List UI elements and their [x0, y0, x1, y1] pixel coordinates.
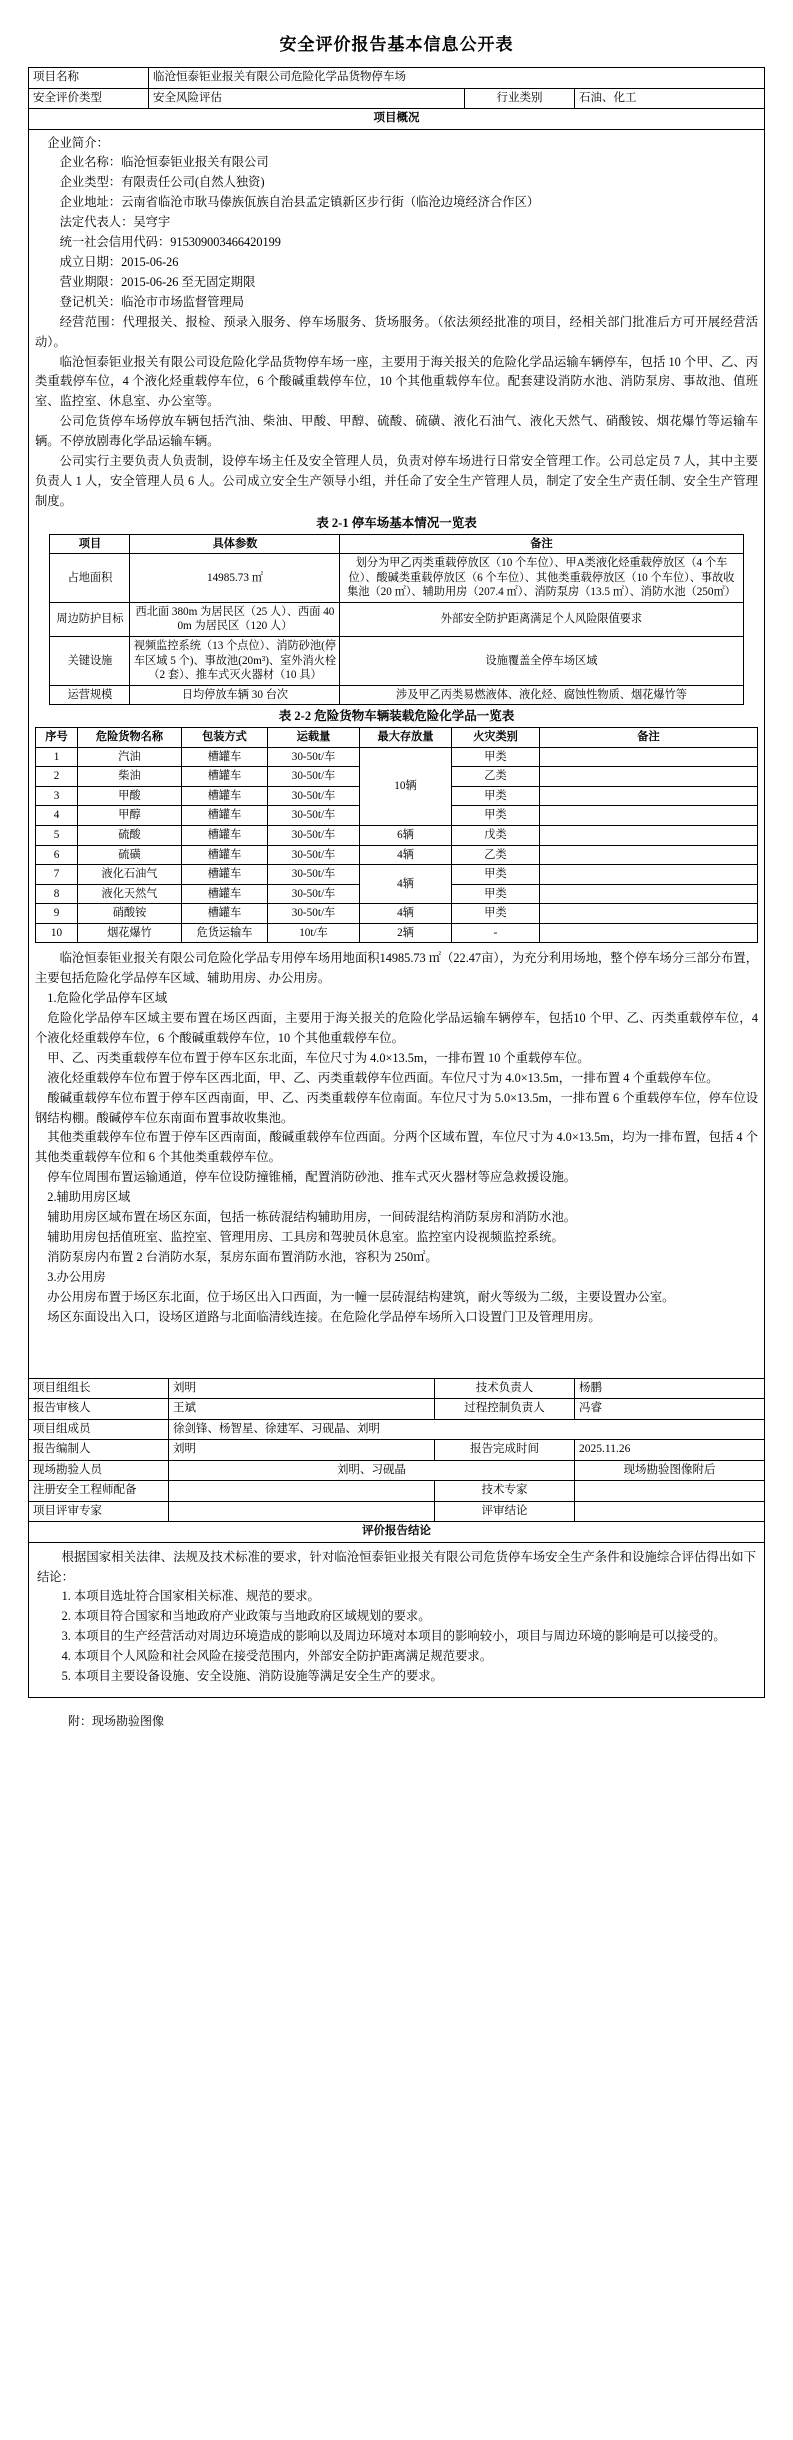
conclusion-intro: 根据国家相关法律、法规及技术标准的要求，针对临沧恒泰钜业报关有限公司危货停车场安全生产条件和设施综合评估得出如下结论： — [37, 1549, 756, 1584]
layout-description — [35, 943, 758, 1327]
table-header-row — [50, 534, 743, 554]
cell-pack: 槽罐车 — [182, 865, 268, 885]
cell-name: 液化天然气 — [78, 884, 182, 904]
eval-type-label: 安全评价类型 — [29, 88, 149, 109]
table-row — [29, 109, 765, 130]
cell-max: 6辆 — [360, 825, 452, 845]
cell-fire: 甲类 — [452, 904, 540, 924]
layout-section-heading: 1.危险化学品停车区域 — [47, 991, 168, 1006]
col-no: 序号 — [36, 728, 78, 748]
cell-remark — [540, 845, 758, 865]
cell-name: 硫磺 — [78, 845, 182, 865]
overview-paragraph: 公司危货停车场停放车辆包括汽油、柴油、甲酸、甲醇、硫酸、硫磺、液化石油气、液化天然气、硝酸铵、烟花爆竹等运输车辆。不停放剧毒化学品运输车辆。 — [35, 414, 758, 449]
signoff-label-2: 过程控制负责人 — [435, 1399, 575, 1420]
signoff-value: 王斌 — [169, 1399, 435, 1420]
table22-caption: 表 2-2 危险货物车辆装载危险化学品一览表 — [278, 709, 515, 724]
cell-param: 14985.73 ㎡ — [130, 554, 340, 603]
cell-no: 5 — [36, 825, 78, 845]
col-fire: 火灾类别 — [452, 728, 540, 748]
cell-max: 2辆 — [360, 923, 452, 943]
cell-name: 甲醇 — [78, 806, 182, 826]
signoff-label-2: 技术专家 — [435, 1481, 575, 1502]
cell-fire: 甲类 — [452, 884, 540, 904]
cell-load: 30-50t/车 — [268, 806, 360, 826]
conclusion-body — [37, 1548, 756, 1687]
table22-body — [36, 747, 758, 943]
layout-section-paragraph: 停车位周围布置运输通道，停车位设防撞锥桶，配置消防砂池、推车式灭火器材等应急救援设施。 — [47, 1170, 577, 1185]
cell-pack: 槽罐车 — [182, 767, 268, 787]
table-21-parking-lot-basics — [49, 534, 743, 706]
table-row — [36, 845, 758, 865]
table-row — [36, 747, 758, 767]
cell-remark: 设施覆盖全停车场区域 — [340, 637, 743, 686]
cell-load: 30-50t/车 — [268, 786, 360, 806]
layout-section-heading: 2.辅助用房区域 — [47, 1190, 131, 1205]
table-row — [29, 1481, 765, 1502]
cell-remark: 涉及甲乙丙类易燃液体、液化烃、腐蚀性物质、烟花爆竹等 — [340, 685, 743, 705]
cell-name: 甲酸 — [78, 786, 182, 806]
cell-pack: 槽罐车 — [182, 845, 268, 865]
signoff-value: 徐剑锋、杨智星、徐建军、习砚晶、刘明 — [169, 1419, 765, 1440]
cell-name: 液化石油气 — [78, 865, 182, 885]
signoff-label: 项目组成员 — [29, 1419, 169, 1440]
profile-line: 企业地址：云南省临沧市耿马傣族佤族自治县孟定镇新区步行街（临沧边境经济合作区） — [59, 195, 540, 210]
signoff-value: 刘明、习砚晶 — [169, 1460, 575, 1481]
table-header-row — [36, 728, 758, 748]
table-row — [36, 825, 758, 845]
table-row — [36, 923, 758, 943]
signoff-value-2 — [575, 1501, 765, 1522]
table-row — [29, 68, 765, 89]
signoff-body — [29, 1378, 765, 1522]
conclusion-item: 3. 本项目的生产经营活动对周边环境造成的影响以及周边环境对本项目的影响较小，项目与周边环境的影响是可以接受的。 — [61, 1629, 726, 1644]
main-info-table — [28, 67, 765, 1379]
cell-max: 4辆 — [360, 845, 452, 865]
cell-remark — [540, 884, 758, 904]
table-row — [50, 602, 743, 636]
cell-name: 硫酸 — [78, 825, 182, 845]
signoff-value — [169, 1481, 435, 1502]
overview-paragraph: 公司实行主要负责人负责制，设停车场主任及安全管理人员，负责对停车场进行日常安全管理工作。公司总定员 7 人，其中主要负责人 1 人，安全管理人员 6 人。公司成立安全生产领导小组，并任命了安全生产管理人员，制定了安全生产责任制、安全生产管理制度。 — [35, 454, 758, 508]
industry-label: 行业类别 — [464, 88, 574, 109]
table-row — [50, 554, 743, 603]
cell-pack: 槽罐车 — [182, 786, 268, 806]
overview-body — [35, 134, 758, 512]
cell-fire: 甲类 — [452, 806, 540, 826]
table-row — [29, 1378, 765, 1399]
cell-load: 30-50t/车 — [268, 845, 360, 865]
cell-remark — [540, 786, 758, 806]
signoff-label: 报告审核人 — [29, 1399, 169, 1420]
col-pack: 包装方式 — [182, 728, 268, 748]
col-item: 项目 — [50, 534, 130, 554]
table-row — [29, 1399, 765, 1420]
signoff-value-2 — [575, 1481, 765, 1502]
conclusion-item: 1. 本项目选址符合国家相关标准、规范的要求。 — [61, 1589, 320, 1604]
attachment-note: 附：现场勘验图像 — [68, 1714, 165, 1729]
col-remark: 备注 — [540, 728, 758, 748]
cell-load: 30-50t/车 — [268, 825, 360, 845]
cell-item: 周边防护目标 — [50, 602, 130, 636]
signoff-label-2: 技术负责人 — [435, 1378, 575, 1399]
cell-fire: 戊类 — [452, 825, 540, 845]
col-param: 具体参数 — [130, 534, 340, 554]
col-max: 最大存放量 — [360, 728, 452, 748]
project-name-value: 临沧恒泰钜业报关有限公司危险化学品货物停车场 — [149, 68, 765, 89]
signoff-label: 报告编制人 — [29, 1440, 169, 1461]
blank-space — [35, 1328, 758, 1372]
table-row — [50, 637, 743, 686]
cell-param: 西北面 380m 为居民区（25 人）、西面 400m 为居民区（120 人） — [130, 602, 340, 636]
cell-remark — [540, 825, 758, 845]
cell-pack: 槽罐车 — [182, 825, 268, 845]
layout-section-paragraph: 消防泵房内布置 2 台消防水泵，泵房东面布置消防水池，容积为 250㎡。 — [47, 1249, 438, 1264]
signoff-value-2: 2025.11.26 — [575, 1440, 765, 1461]
cell-remark — [540, 806, 758, 826]
cell-no: 3 — [36, 786, 78, 806]
cell-max: 4辆 — [360, 865, 452, 904]
cell-no: 4 — [36, 806, 78, 826]
overview-paragraph: 临沧恒泰钜业报关有限公司设危险化学品货物停车场一座，主要用于海关报关的危险化学品运输车辆停车，包括 10 个甲、乙、丙类重载停车位，4 个液化烃重载停车位，6 个酸碱重载停车位，10 个其他重载停车位。配套建设消防水池、消防泵房、事故池、值班室、监控室、休息室、办公室等。 — [35, 354, 758, 409]
layout-section-paragraph: 危险化学品停车区域主要布置在场区西面，主要用于海关报关的危险化学品运输车辆停车，包括10 个甲、乙、丙类重载停车位，4 个液化烃重载停车位，6 个酸碱重载停车位，10 个其他重载停车位。 — [35, 1011, 758, 1045]
table-row — [29, 1440, 765, 1461]
table-row — [29, 1419, 765, 1440]
cell-fire: 甲类 — [452, 786, 540, 806]
cell-fire: - — [452, 923, 540, 943]
layout-section-paragraph: 辅助用房包括值班室、监控室、管理用房、工具房和驾驶员休息室。监控室内设视频监控系统。 — [47, 1230, 564, 1245]
signoff-label-2: 评审结论 — [435, 1501, 575, 1522]
cell-no: 6 — [36, 845, 78, 865]
layout-section-paragraph: 液化烃重载停车位布置于停车区西北面，甲、乙、丙类重载停车位西面。车位尺寸为 4.0×13.5m，一排布置 4 个重载停车位。 — [47, 1070, 719, 1085]
cell-item: 占地面积 — [50, 554, 130, 603]
cell-pack: 槽罐车 — [182, 806, 268, 826]
signoff-value: 刘明 — [169, 1440, 435, 1461]
cell-no: 9 — [36, 904, 78, 924]
cell-load: 30-50t/车 — [268, 747, 360, 767]
table-row — [29, 129, 765, 1378]
cell-item: 运营规模 — [50, 685, 130, 705]
cell-remark: 划分为甲乙丙类重载停放区（10 个车位）、甲A类液化烃重载停放区（4 个车位）、酸碱类重载停放区（6 个车位）、其他类重载停放区（10 个车位）、事故收集池（20 ㎡）、辅助用房（207.4 ㎡）、消防泵房（13.5 ㎡）、消防水池（250㎡） — [340, 554, 743, 603]
signoff-label: 注册安全工程师配备 — [29, 1481, 169, 1502]
cell-name: 汽油 — [78, 747, 182, 767]
cell-remark: 外部安全防护距离满足个人风险限值要求 — [340, 602, 743, 636]
cell-param: 视频监控系统（13 个点位）、消防砂池(停车区域 5 个)、事故池(20m³)、室外消火栓（2 套）、推车式灭火器材（10 具） — [130, 637, 340, 686]
page-title: 安全评价报告基本信息公开表 — [279, 35, 514, 54]
cell-pack: 槽罐车 — [182, 884, 268, 904]
table-22-hazmat-list — [35, 727, 758, 943]
table-row — [29, 1501, 765, 1522]
table-row — [29, 88, 765, 109]
cell-no: 10 — [36, 923, 78, 943]
cell-pack: 槽罐车 — [182, 904, 268, 924]
cell-load: 30-50t/车 — [268, 767, 360, 787]
cell-load: 30-50t/车 — [268, 904, 360, 924]
cell-item: 关键设施 — [50, 637, 130, 686]
cell-remark — [540, 923, 758, 943]
layout-section-paragraph: 甲、乙、丙类重载停车位布置于停车区东北面，车位尺寸为 4.0×13.5m，一排布置 10 个重载停车位。 — [47, 1050, 590, 1065]
cell-fire: 乙类 — [452, 845, 540, 865]
cell-pack: 危货运输车 — [182, 923, 268, 943]
cell-fire: 甲类 — [452, 865, 540, 885]
table-row — [29, 1542, 765, 1697]
layout-section-paragraph: 其他类重载停车位布置于停车区西南面，酸碱重载停车位西面。分两个区域布置，车位尺寸为 4.0×13.5m，均为一排布置，包括 4 个其他类重载停车位和 6 个其他类重载停车位。 — [35, 1130, 758, 1165]
col-remark: 备注 — [340, 534, 743, 554]
layout-section-paragraph: 办公用房布置于场区东北面，位于场区出入口西面，为一幢一层砖混结构建筑，耐火等级为二级，主要设置办公室。 — [47, 1289, 675, 1304]
profile-line: 营业期限：2015-06-26 至无固定期限 — [59, 274, 256, 289]
col-name: 危险货物名称 — [78, 728, 182, 748]
signoff-label: 项目组组长 — [29, 1378, 169, 1399]
profile-line: 经营范围：代理报关、报检、预录入服务、停车场服务、货场服务。（依法须经批准的项目，经相关部门批准后方可开展经营活动）。 — [35, 314, 758, 349]
table-row — [36, 904, 758, 924]
cell-load: 30-50t/车 — [268, 884, 360, 904]
signoff-label-2: 报告完成时间 — [435, 1440, 575, 1461]
table21-body — [50, 554, 743, 705]
signoff-value-2: 冯睿 — [575, 1399, 765, 1420]
profile-line: 成立日期：2015-06-26 — [59, 254, 179, 269]
layout-section-heading: 3.办公用房 — [47, 1269, 106, 1284]
table-row — [29, 1522, 765, 1543]
signoff-value-2: 现场勘验图像附后 — [575, 1460, 765, 1481]
conclusion-title: 评价报告结论 — [29, 1522, 765, 1543]
layout-section-paragraph: 酸碱重载停车位布置于停车区西南面，甲、乙、丙类重载停车位南面。车位尺寸为 5.0×13.5m，一排布置 6 个重载停车位，停车位设钢结构棚。酸碱停车位东南面布置事故收集池。 — [35, 1090, 758, 1125]
layout-section-paragraph: 场区东面设出入口，设场区道路与北面临清线连接。在危险化学品停车场所入口设置门卫及管理用房。 — [47, 1309, 601, 1324]
cell-max: 4辆 — [360, 904, 452, 924]
company-profile-label: 企业简介： — [47, 135, 109, 150]
cell-load: 10t/车 — [268, 923, 360, 943]
signoff-label: 现场勘验人员 — [29, 1460, 169, 1481]
cell-pack: 槽罐车 — [182, 747, 268, 767]
table-row — [36, 865, 758, 885]
signoff-table — [28, 1378, 765, 1698]
cell-max: 10辆 — [360, 747, 452, 825]
overview-paragraphs — [35, 353, 758, 512]
profile-line: 企业名称：临沧恒泰钜业报关有限公司 — [59, 155, 269, 170]
cell-param: 日均停放车辆 30 台次 — [130, 685, 340, 705]
profile-lines — [35, 153, 758, 352]
table-row — [50, 685, 743, 705]
cell-remark — [540, 767, 758, 787]
signoff-value: 刘明 — [169, 1378, 435, 1399]
signoff-value-2: 杨鹏 — [575, 1378, 765, 1399]
conclusion-item: 4. 本项目个人风险和社会风险在接受范围内，外部安全防护距离满足规范要求。 — [61, 1649, 492, 1664]
cell-name: 柴油 — [78, 767, 182, 787]
industry-value: 石油、化工 — [574, 88, 764, 109]
table21-caption: 表 2-1 停车场基本情况一览表 — [316, 515, 477, 530]
project-name-label: 项目名称 — [29, 68, 149, 89]
overview-section-title: 项目概况 — [29, 109, 765, 130]
cell-no: 1 — [36, 747, 78, 767]
cell-remark — [540, 865, 758, 885]
eval-type-value: 安全风险评估 — [149, 88, 465, 109]
cell-remark — [540, 904, 758, 924]
cell-fire: 甲类 — [452, 747, 540, 767]
cell-no: 7 — [36, 865, 78, 885]
layout-section-paragraph: 辅助用房区域布置在场区东面，包括一栋砖混结构辅助用房，一间砖混结构消防泵房和消防水池。 — [47, 1210, 577, 1225]
conclusion-item: 5. 本项目主要设备设施、安全设施、消防设施等满足安全生产的要求。 — [61, 1669, 443, 1684]
cell-no: 8 — [36, 884, 78, 904]
cell-remark — [540, 747, 758, 767]
col-load: 运载量 — [268, 728, 360, 748]
layout-intro: 临沧恒泰钜业报关有限公司危险化学品专用停车场用地面积14985.73 ㎡（22.47亩），为充分利用场地，整个停车场分三部分布置，主要包括危险化学品停车区域、辅助用房、办公用房。 — [35, 951, 758, 986]
conclusion-item: 2. 本项目符合国家和当地政府产业政策与当地政府区域规划的要求。 — [61, 1609, 431, 1624]
signoff-label: 项目评审专家 — [29, 1501, 169, 1522]
cell-fire: 乙类 — [452, 767, 540, 787]
conclusion-items — [37, 1587, 756, 1687]
profile-line: 统一社会信用代码：915309003466420199 — [59, 235, 281, 250]
cell-load: 30-50t/车 — [268, 865, 360, 885]
table-row — [29, 1460, 765, 1481]
cell-no: 2 — [36, 767, 78, 787]
signoff-value — [169, 1501, 435, 1522]
cell-name: 烟花爆竹 — [78, 923, 182, 943]
profile-line: 登记机关：临沧市市场监督管理局 — [59, 294, 245, 309]
layout-sections — [35, 989, 758, 1327]
cell-name: 硝酸铵 — [78, 904, 182, 924]
profile-line: 企业类型：有限责任公司(自然人独资) — [59, 175, 265, 190]
profile-line: 法定代表人：吴穹宇 — [59, 215, 171, 230]
